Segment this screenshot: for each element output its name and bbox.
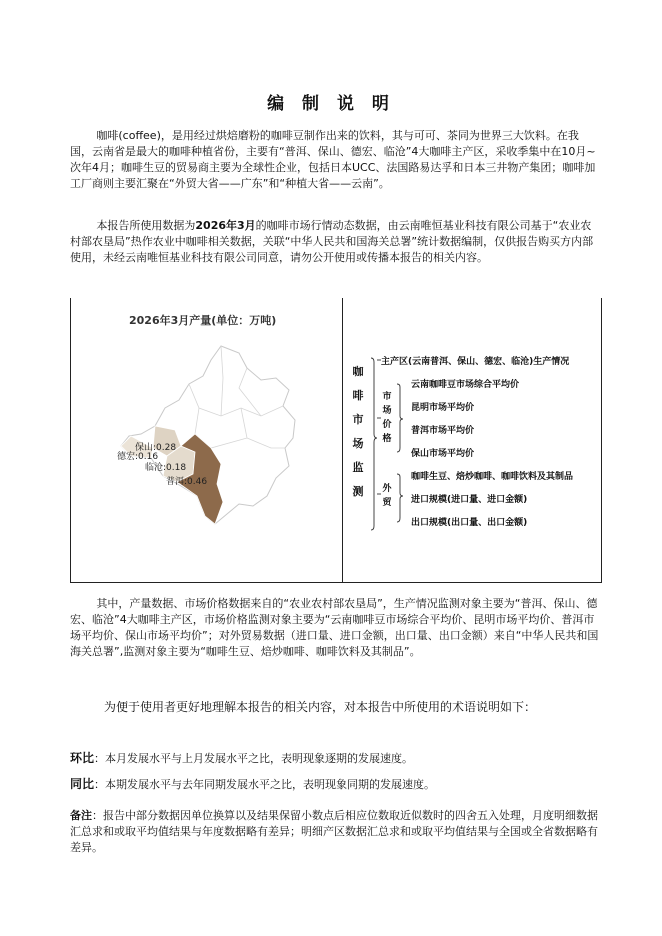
label-dehong: 德宏:0.16 [117,452,159,462]
tree-price-item-3: 普洱市场平均价 [411,426,475,436]
intro-paragraph-1: 咖啡(coffee)，是用经过烘焙磨粉的咖啡豆制作出来的饮料，其与可可、茶同为世界三大饮料。在我国，云南省是最大的咖啡种植省份，主要有“普洱、保山、德宏、临沧”4大咖啡主产区，采收季集中在10月~次年4月；咖啡生豆的贸易商主要为全球性企业，包括日本UCC、法国路易达孚和日本三井物产集团；咖啡加工厂商则主要汇聚在“外贸大省——广东”和“种植大省——云南”。 [70,129,596,190]
term-yoy-text: ：本期发展水平与去年同期发展水平之比，表明现象同期的发展速度。 [94,778,436,791]
label-baoshan: 保山:0.28 [135,443,177,453]
tree-price-item-1: 云南咖啡豆市场综合平均价 [411,380,520,390]
term-mom-text: ：本月发展水平与上月发展水平之比，表明现象逐期的发展速度。 [94,752,414,765]
tree-price-item-4: 保山市场平均价 [411,449,475,459]
remark [70,808,602,856]
report-month: 2026年3月 [195,219,256,232]
tree-root-label: 咖 啡 市 场 监 测 [352,365,364,498]
figure-box [70,298,602,583]
label-lincang: 临沧:0.18 [145,463,187,473]
tree-group-price: 市 场 价 格 [382,392,392,444]
tree-trade-item-3: 出口规模(出口量、出口金额) [411,518,528,528]
term-mom [70,750,600,767]
para2-text-a: 本报告所使用数据为 [96,219,196,232]
tree-price-item-2: 昆明市场平均价 [411,403,475,413]
tree-connectors [71,298,601,582]
remark-key: 备注 [70,809,92,822]
tree-trade-item-2: 进口规模(进口量、进口金额) [411,495,528,505]
remark-text: ：报告中部分数据因单位换算以及结果保留小数点后相应位数取近似数时的四舍五入处理，月度明细数据汇总求和或取平均值结果与年度数据略有差异；明细产区数据汇总求和或取平均值结果与全国或全省数据略有差异。 [70,809,598,854]
para2-text-c: 的咖啡市场行情动态数据，由云南唯恒基业科技有限公司基于“农业农村部农垦局”热作农业中咖啡相关数据，关联“中华人民共和国海关总署”统计数据编制，仅供报告购买方内部使用，未经云南唯恒基业科技有限公司同意，请勿公开使用或传播本报告的相关内容。 [70,219,594,264]
tree-trade-item-1: 咖啡生豆、焙炒咖啡、咖啡饮料及其制品 [411,472,574,482]
term-yoy [70,776,600,793]
tree-item-production: 主产区(云南普洱、保山、德宏、临沧)生产情况 [381,357,570,367]
page-title: 编 制 说 明 [267,94,395,114]
term-yoy-key: 同比 [70,777,95,791]
data-source-paragraph: 其中，产量数据、市场价格数据来自的“农业农村部农垦局”，生产情况监测对象主要为“普洱、保山、德宏、临沧”4大咖啡主产区，市场价格监测对象主要为“云南咖啡豆市场综合平均价、昆明市场平均价、普洱市场平均价、保山市场平均价”；对外贸易数据（进口量、进口金额，出口量、出口金额）来自“中华人民共和国海关总署”,监测对象主要为“咖啡生豆、焙炒咖啡、咖啡饮料及其制品”。 [70,597,599,658]
intro-paragraph-2 [70,218,600,266]
tree-group-trade: 外 贸 [382,484,392,508]
terms-intro: 为便于使用者更好地理解本报告的相关内容，对本报告中所使用的术语说明如下： [104,700,537,714]
term-mom-key: 环比 [70,751,95,765]
map-title: 2026年3月产量(单位：万吨) [129,314,277,327]
label-puer: 普洱:0.46 [166,477,208,487]
